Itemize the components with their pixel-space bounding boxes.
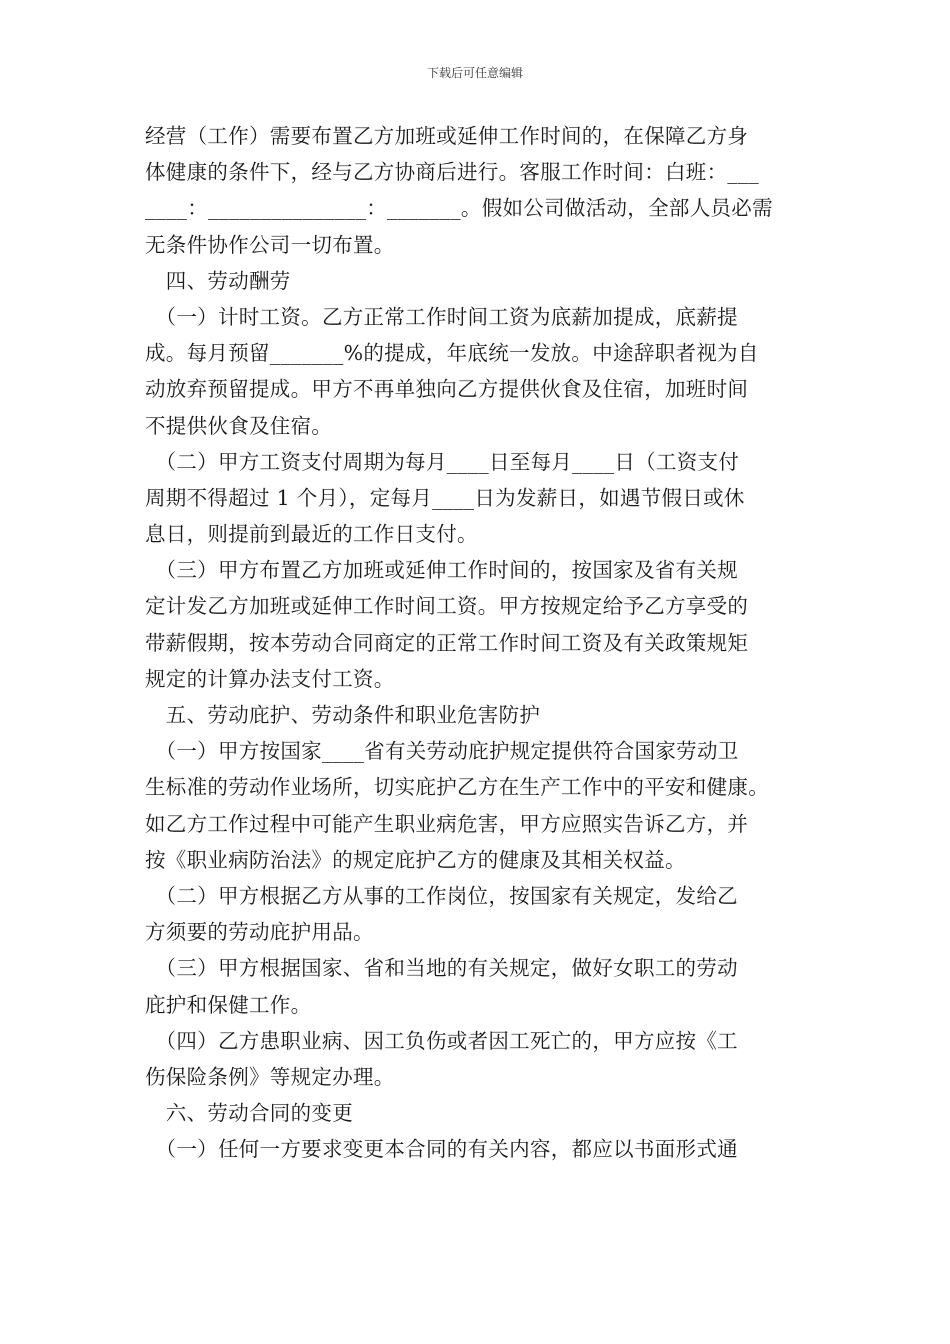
text-line: 伤保险条例》等规定办理。: [145, 1064, 395, 1089]
text-line: 息日，则提前到最近的工作日支付。: [145, 522, 478, 547]
text-line: （四）乙方患职业病、因工负伤或者因工死亡的，甲方应按《工: [145, 1028, 738, 1053]
text-line: （二）甲方根据乙方从事的工作岗位，按国家有关规定，发给乙: [145, 883, 738, 908]
text-line: （三）甲方根据国家、省和当地的有关规定，做好女职工的劳动: [145, 956, 738, 981]
text-line: 庇护和保健工作。: [145, 992, 312, 1017]
text-line: 方须要的劳动庇护用品。: [145, 920, 374, 945]
text-line: （一）任何一方要求变更本合同的有关内容，都应以书面形式通: [145, 1137, 738, 1162]
text-line: 不提供伙食及住宿。: [145, 413, 333, 438]
document-body: [145, 118, 815, 1167]
section-heading: 五、劳动庇护、劳动条件和职业危害防护: [145, 703, 541, 727]
text-line: （三）甲方布置乙方加班或延伸工作时间的，按国家及省有关规: [145, 558, 738, 583]
text-line: 按《职业病防治法》的规定庇护乙方的健康及其相关权益。: [145, 847, 686, 872]
text-line: （一）甲方按国家____省有关劳动庇护规定提供符合国家劳动卫: [145, 739, 739, 764]
text-line: （二）甲方工资支付周期为每月____日至每月____日（工资支付: [145, 449, 740, 474]
text-line: 动放弃预留提成。甲方不再单独向乙方提供伙食及住宿，加班时间: [145, 377, 749, 402]
text-line: 经营（工作）需要布置乙方加班或延伸工作时间的，在保障乙方身: [145, 124, 749, 148]
text-line: 成。每月预留_______%的提成，年底统一发放。中途辞职者视为自: [145, 341, 759, 366]
text-line: 定计发乙方加班或延伸工作时间工资。甲方按规定给予乙方享受的: [145, 594, 749, 619]
text-line: 无条件协作公司一切布置。: [145, 232, 395, 257]
section-heading: 四、劳动酬劳: [145, 268, 291, 293]
text-line: 如乙方工作过程中可能产生职业病危害，甲方应照实告诉乙方，并: [145, 811, 749, 836]
text-line: 生标准的劳动作业场所，切实庇护乙方在生产工作中的平安和健康。: [145, 775, 769, 800]
text-line: （一）计时工资。乙方正常工作时间工资为底薪加提成，底薪提: [145, 304, 738, 329]
text-line: 周期不得超过 1 个月），定每月____日为发薪日，如遇节假日或休: [145, 485, 745, 510]
text-line: 体健康的条件下，经与乙方协商后进行。客服工作时间：白班：___: [145, 160, 760, 185]
page-header: 下载后可任意编辑: [426, 66, 523, 80]
section-heading: 六、劳动合同的变更: [145, 1101, 353, 1126]
text-line: ____：_______________：_______。假如公司做活动，全部人员必需: [145, 196, 773, 221]
text-line: 规定的计算办法支付工资。: [145, 666, 395, 691]
text-line: 带薪假期，按本劳动合同商定的正常工作时间工资及有关政策规矩: [145, 630, 749, 655]
